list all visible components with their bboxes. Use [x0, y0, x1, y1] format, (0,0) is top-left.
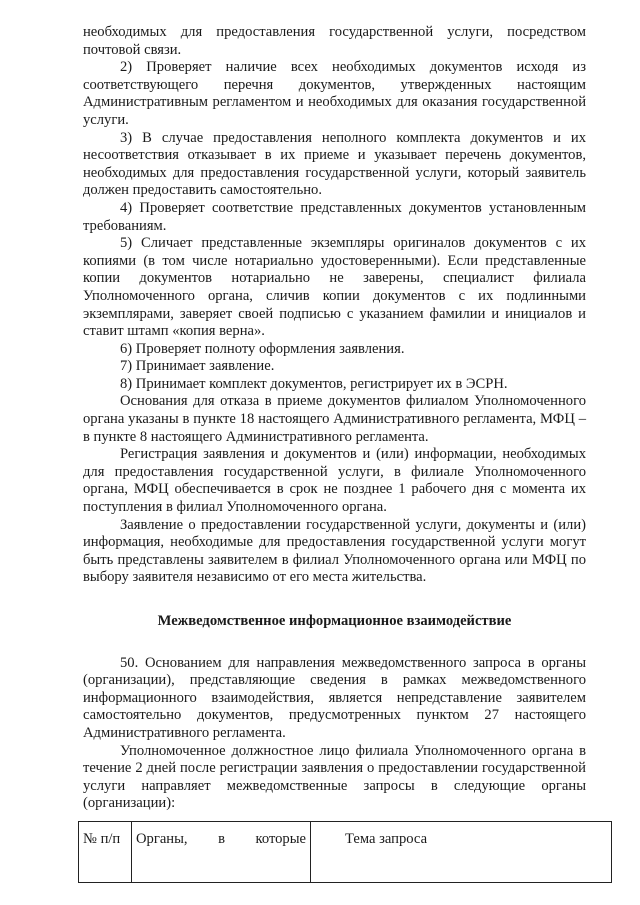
- column-header-topic: Тема запроса: [311, 822, 612, 883]
- paragraph: 6) Проверяет полноту оформления заявления.: [120, 340, 405, 357]
- table-header-row: [79, 822, 612, 883]
- paragraph: Основания для отказа в приеме документов филиалом Уполномоченного органа указаны в пункте 18 настоящего Административного регламента, МФЦ – в пункте 8 настоящего Административного регламента.: [83, 393, 586, 445]
- header-word: в: [218, 831, 225, 847]
- paragraph: Заявление о предоставлении государственной услуги, документы и (или) информация, необходимые для предоставления государственной услуги могут быть представлены заявителем в филиал Уполномоченного органа или МФЦ по выбору заявителя независимо от его места жительства.: [83, 516, 586, 586]
- section-heading: Межведомственное информационное взаимодействие: [157, 613, 512, 629]
- document-body: [83, 24, 586, 813]
- paragraph: 50. Основанием для направления межведомственного запроса в органы (организации), представляющие сведения в рамках межведомственного информационного взаимодействия, является непредставление заявителем самостоятельно документов, предусмотренных пунктом 27 настоящего Административного регламента.: [83, 654, 586, 741]
- paragraph: 8) Принимает комплект документов, регистрирует их в ЭСРН.: [120, 375, 508, 392]
- header-word: которые: [255, 831, 306, 847]
- header-word: Органы,: [136, 831, 188, 847]
- paragraph: 3) В случае предоставления неполного комплекта документов и их несоответствия отказывает в их приеме и указывает перечень документов, необходимых для предоставления государственной услуги, который заявитель должен предоставить самостоятельно.: [83, 129, 586, 199]
- paragraph: 7) Принимает заявление.: [120, 358, 275, 375]
- paragraph: Уполномоченное должностное лицо филиала Уполномоченного органа в течение 2 дней после регистрации заявления о предоставлении государственной услуги направляет межведомственные запросы в следующие органы (организации):: [83, 742, 586, 812]
- paragraph: 4) Проверяет соответствие представленных документов установленным требованиям.: [83, 199, 586, 234]
- request-table: [78, 821, 612, 883]
- column-header-number: № п/п: [79, 822, 132, 883]
- paragraph: Регистрация заявления и документов и (или) информации, необходимых для предоставления государственной услуги, в филиале Уполномоченного органа, МФЦ обеспечивается в срок не позднее 1 рабочего дня с момента их поступления в филиал Уполномоченного органа.: [83, 446, 586, 516]
- paragraph: 2) Проверяет наличие всех необходимых документов исходя из соответствующего перечня документов, утвержденных настоящим Административным регламентом и необходимых для оказания государственной услуги.: [83, 59, 586, 128]
- paragraph: необходимых для предоставления государственной услуги, посредством почтовой связи.: [83, 24, 586, 58]
- column-header-organs: [132, 822, 311, 883]
- paragraph: 5) Сличает представленные экземпляры оригиналов документов с их копиями (в том числе нотариально удостоверенными). Если представленные копии документов нотариально не заверены, специалист филиала Уполномоченного органа, сличив копии документов с их подлинными экземплярами, заверяет своей подписью с указанием фамилии и инициалов и ставит штамп «копия верна».: [83, 235, 586, 340]
